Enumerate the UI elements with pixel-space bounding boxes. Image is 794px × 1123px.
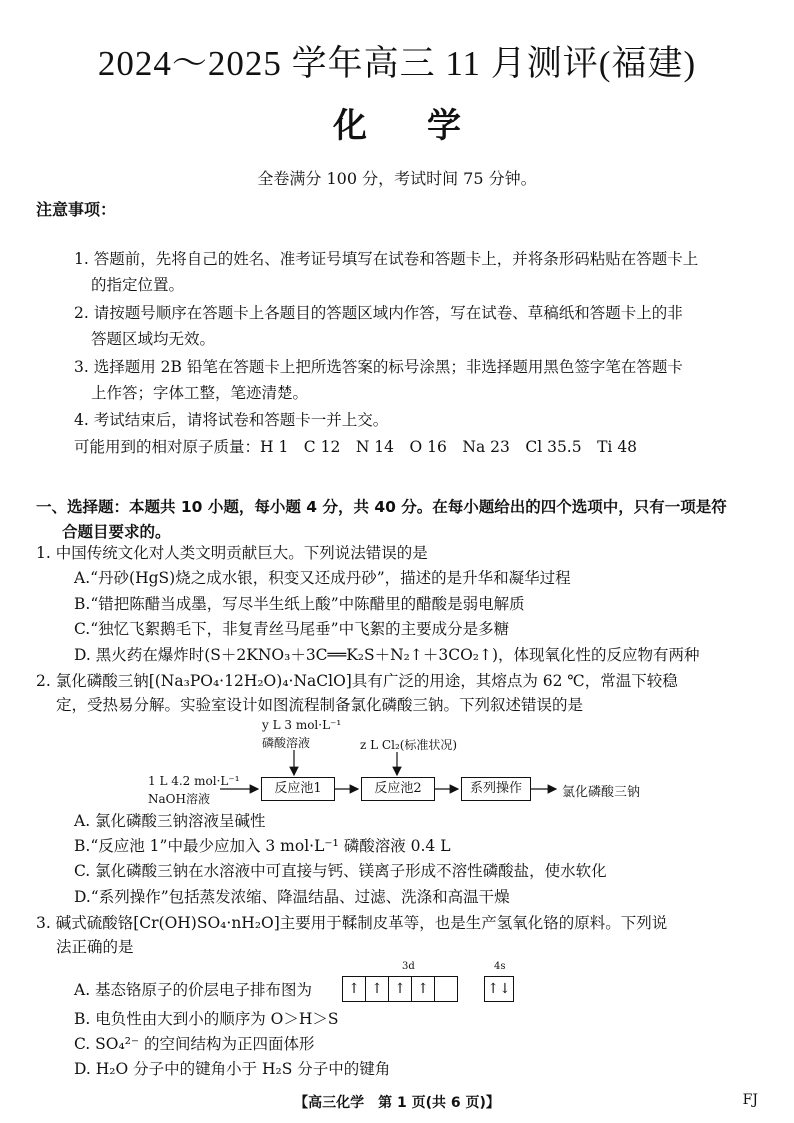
q2-option-d: D.“系列操作”包括蒸发浓缩、降温结晶、过滤、洗涤和高温干燥 bbox=[74, 888, 510, 906]
q3-stem-cont: 法正确的是 bbox=[56, 938, 134, 956]
notice-line-3-cont: 上作答；字体工整，笔迹清楚。 bbox=[91, 384, 309, 402]
q3-stem: 3. 碱式硫酸铬[Cr(OH)SO₄·nH₂O]主要用于鞣制皮革等，也是生产氢氧化铬的原料。下列说 bbox=[36, 914, 668, 932]
orbital-4s-label: 4s bbox=[494, 961, 506, 972]
section1-heading-cont: 合题目要求的。 bbox=[62, 523, 171, 541]
orbital-4s-cell: ↑↓ bbox=[487, 981, 511, 997]
q3-option-c: C. SO₄²⁻ 的空间结构为正四面体形 bbox=[74, 1035, 315, 1053]
orbital-4s-box bbox=[484, 976, 514, 1002]
flow-box-pool2: 反应池2 bbox=[361, 777, 435, 801]
notice-line-2-cont: 答题区域均无效。 bbox=[91, 330, 216, 348]
q2-option-c: C. 氯化磷酸三钠在水溶液中可直接与钙、镁离子形成不溶性磷酸盐，使水软化 bbox=[74, 862, 607, 880]
q2-option-b: B.“反应池 1”中最少应加入 3 mol·L⁻¹ 磷酸溶液 0.4 L bbox=[74, 837, 451, 855]
q3-option-b: B. 电负性由大到小的顺序为 O＞H＞S bbox=[74, 1010, 339, 1028]
q1-stem: 1. 中国传统文化对人类文明贡献巨大。下列说法错误的是 bbox=[36, 544, 428, 562]
flow-input-chlorine: z L Cl₂(标准状况) bbox=[360, 738, 458, 752]
flow-input-phosphoric-conc: y L 3 mol·L⁻¹ bbox=[262, 718, 342, 732]
orbital-3d-cell-1: ↑ bbox=[343, 977, 366, 1001]
orbital-3d-cell-4: ↑ bbox=[412, 977, 435, 1001]
footer-code: FJ bbox=[742, 1092, 758, 1108]
notice-line-2: 2. 请按题号顺序在答题卡上各题目的答题区域内作答，写在试卷、草稿纸和答题卡上的非 bbox=[74, 304, 683, 322]
subject-char-1: 化 bbox=[333, 106, 367, 146]
notice-line-1-cont: 的指定位置。 bbox=[91, 276, 185, 294]
flow-input-naoh-label: NaOH溶液 bbox=[148, 792, 210, 806]
atomic-mass-line: 可能用到的相对原子质量：H 1 C 12 N 14 O 16 Na 23 Cl 35.5 Ti 48 bbox=[74, 438, 638, 456]
notice-line-4: 4. 考试结束后，请将试卷和答题卡一并上交。 bbox=[74, 411, 389, 429]
q2-stem-cont: 定，受热易分解。实验室设计如图流程制备氯化磷酸三钠。下列叙述错误的是 bbox=[56, 696, 584, 714]
flow-box-pool1: 反应池1 bbox=[261, 777, 335, 801]
q3-option-a: A. 基态铬原子的价层电子排布图为 bbox=[74, 981, 313, 999]
orbital-3d-label: 3d bbox=[402, 961, 415, 972]
flow-box-series-operation: 系列操作 bbox=[461, 777, 531, 801]
notice-heading: 注意事项： bbox=[36, 200, 117, 219]
exam-title: 2024～2025 学年高三 11 月测评(福建) bbox=[97, 44, 697, 83]
q1-option-c: C.“独忆飞絮鹅毛下，非复青丝马尾垂”中飞絮的主要成分是多糖 bbox=[74, 620, 510, 638]
exam-meta: 全卷满分 100 分，考试时间 75 分钟。 bbox=[257, 169, 537, 188]
subject-char-2: 学 bbox=[427, 106, 461, 146]
orbital-3d-box bbox=[342, 976, 458, 1002]
page-footer: 【高三化学 第 1 页(共 6 页)】 bbox=[294, 1095, 500, 1111]
orbital-3d-cell-2: ↑ bbox=[366, 977, 389, 1001]
q1-option-b: B.“错把陈醋当成墨，写尽半生纸上酸”中陈醋里的醋酸是弱电解质 bbox=[74, 595, 525, 613]
notice-line-3: 3. 选择题用 2B 铅笔在答题卡上把所选答案的标号涂黑；非选择题用黑色签字笔在答题卡 bbox=[74, 358, 683, 376]
flow-product: 氯化磷酸三钠 bbox=[562, 785, 641, 800]
orbital-3d-cell-5 bbox=[435, 977, 457, 1001]
orbital-3d-cell-3: ↑ bbox=[389, 977, 412, 1001]
q3-option-d: D. H₂O 分子中的键角小于 H₂S 分子中的键角 bbox=[74, 1060, 391, 1078]
flow-input-naoh-conc: 1 L 4.2 mol·L⁻¹ bbox=[148, 774, 240, 788]
q2-option-a: A. 氯化磷酸三钠溶液呈碱性 bbox=[74, 812, 266, 830]
flow-input-phosphoric-label: 磷酸溶液 bbox=[262, 736, 311, 750]
q1-option-d: D. 黑火药在爆炸时(S＋2KNO₃＋3C══K₂S＋N₂↑＋3CO₂↑)，体现氧化性的反应物有两种 bbox=[74, 646, 700, 664]
q1-option-a: A.“丹砂(HgS)烧之成水银，积变又还成丹砂”，描述的是升华和凝华过程 bbox=[74, 569, 571, 587]
section1-heading: 一、选择题：本题共 10 小题，每小题 4 分，共 40 分。在每小题给出的四个选项中，只有一项是符 bbox=[36, 498, 727, 516]
notice-line-1: 1. 答题前，先将自己的姓名、准考证号填写在试卷和答题卡上，并将条形码粘贴在答题卡上 bbox=[74, 250, 699, 268]
q2-stem: 2. 氯化磷酸三钠[(Na₃PO₄·12H₂O)₄·NaClO]具有广泛的用途，其熔点为 62 ℃，常温下较稳 bbox=[36, 672, 678, 690]
